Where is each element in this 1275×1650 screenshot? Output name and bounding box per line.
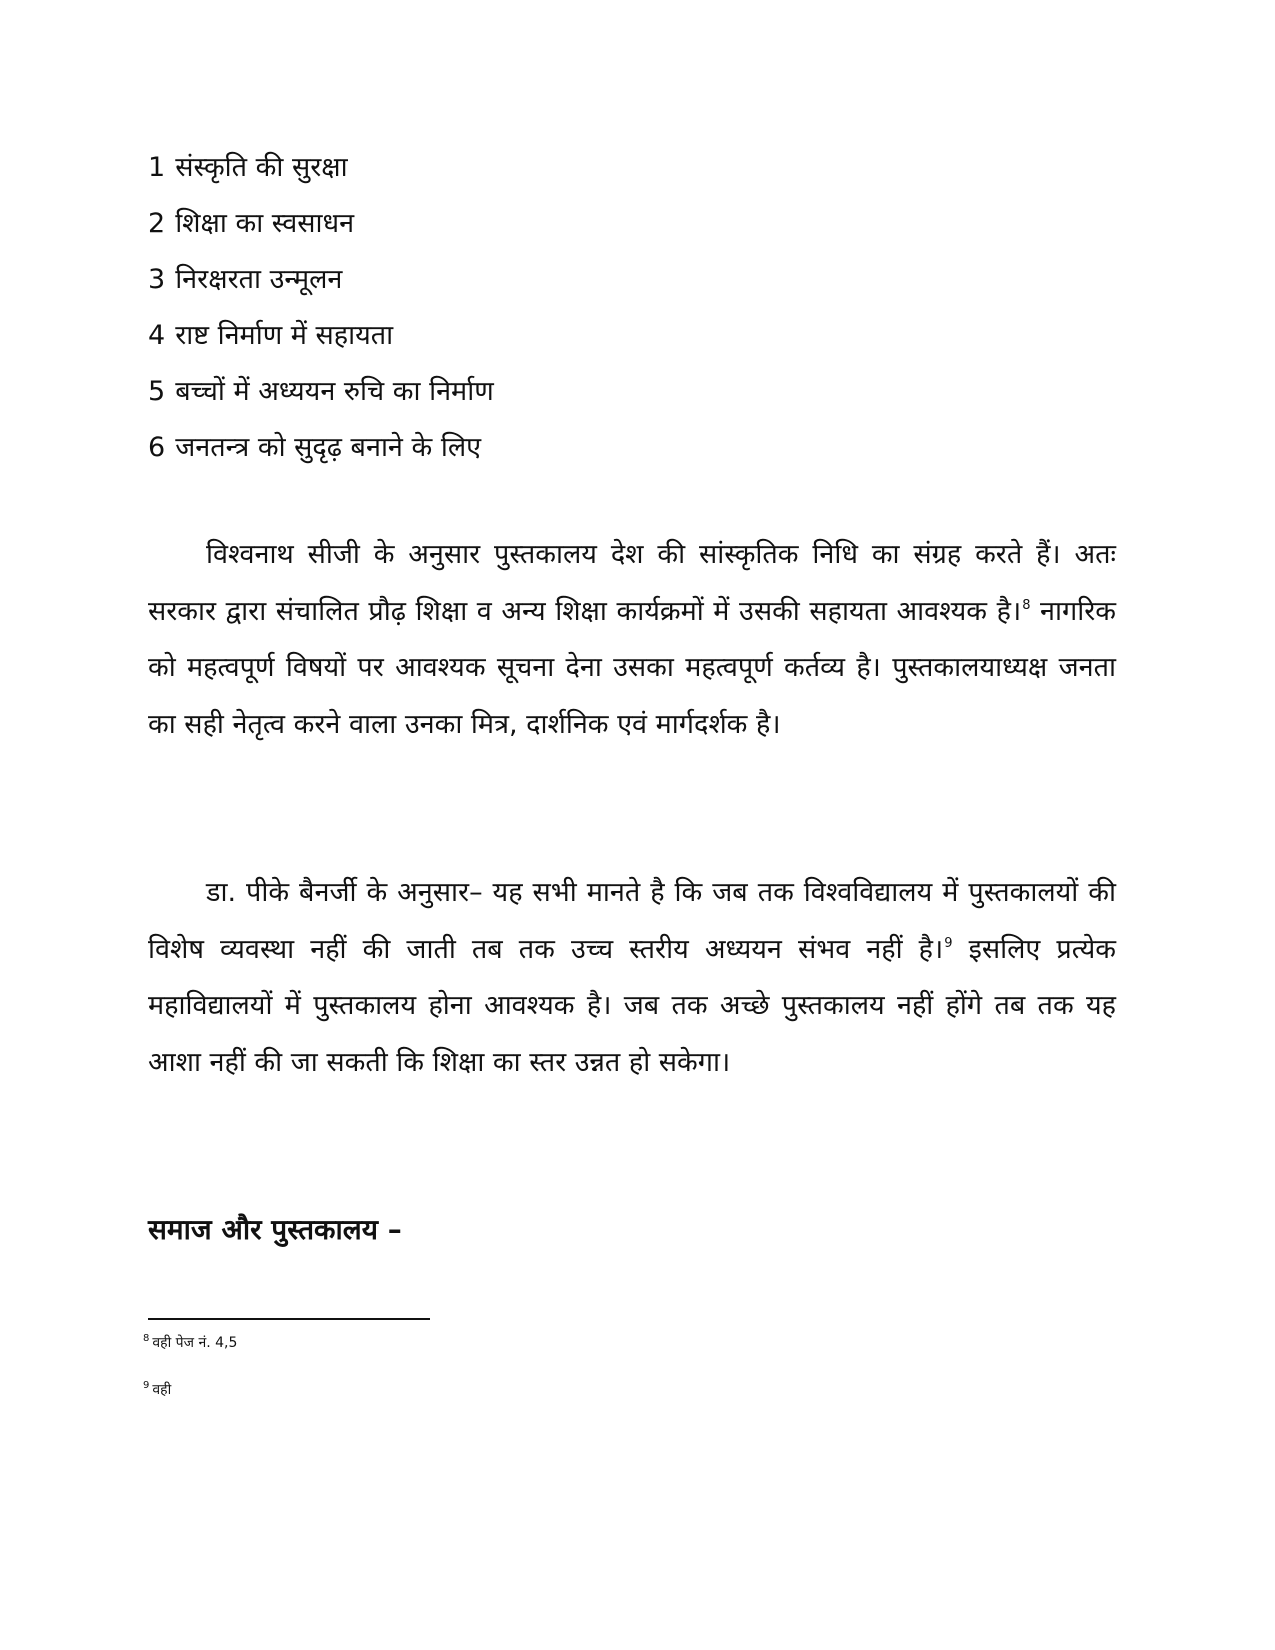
footnote: [143, 1333, 237, 1353]
paragraph-vishwanath: [148, 527, 1116, 753]
list-item: [148, 364, 1128, 420]
list-item: [148, 420, 1128, 476]
numbered-list: [148, 140, 1128, 476]
paragraph-text: विश्वनाथ सीजी के अनुसार पुस्तकालय देश की सांस्कृतिक निधि का संग्रह करते हैं। अतः सरकार द्वारा संचालित प्रौढ़ शिक्षा व अन्य शिक्षा कार्यक्रमों में उसकी सहायता आवश्यक है।: [148, 539, 1116, 627]
paragraph-banerjee: [148, 865, 1116, 1091]
list-item-number: 3: [148, 264, 166, 295]
list-item-text: जनतन्त्र को सुदृढ़ बनाने के लिए: [175, 432, 482, 463]
footnote-reference: 8: [1022, 597, 1031, 613]
list-item-number: 4: [148, 320, 166, 351]
section-heading: समाज और पुस्तकालय –: [148, 1213, 402, 1246]
list-item-number: 1: [148, 152, 166, 183]
list-item: [148, 252, 1128, 308]
list-item: [148, 140, 1128, 196]
list-item-number: 6: [148, 432, 166, 463]
list-item: [148, 308, 1128, 364]
list-item-text: निरक्षरता उन्मूलन: [175, 264, 343, 295]
list-item-number: 5: [148, 376, 166, 407]
paragraph-text: इसलिए प्रत्येक महाविद्यालयों में पुस्तकालय होना आवश्यक है। जब तक अच्छे पुस्तकालय नहीं होंगे तब तक यह आशा नहीं की जा सकती कि शिक्षा का स्तर उन्नत हो सकेगा।: [148, 933, 1116, 1078]
footnote-text: वही: [152, 1382, 172, 1398]
list-item-text: शिक्षा का स्वसाधन: [175, 208, 355, 239]
list-item-number: 2: [148, 208, 166, 239]
footnote-number: 8: [143, 1333, 150, 1344]
footnote-text: वही पेज नं. 4,5: [152, 1335, 238, 1351]
footnote-reference: 9: [944, 935, 953, 951]
list-item-text: बच्चों में अध्ययन रुचि का निर्माण: [175, 376, 494, 407]
list-item: [148, 196, 1128, 252]
list-item-text: राष्ट निर्माण में सहायता: [175, 320, 394, 351]
paragraph-text: डा. पीके बैनर्जी के अनुसार– यह सभी मानते है कि जब तक विश्वविद्यालय में पुस्तकालयों की विशेष व्यवस्था नहीं की जाती तब तक उच्च स्तरीय अध्ययन संभव नहीं है।: [148, 877, 1116, 965]
footnote-divider: [148, 1318, 430, 1320]
footnote-number: 9: [143, 1380, 150, 1391]
footnote: [143, 1380, 171, 1400]
list-item-text: संस्कृति की सुरक्षा: [175, 152, 348, 183]
paragraph-text: नागरिक को महत्वपूर्ण विषयों पर आवश्यक सूचना देना उसका महत्वपूर्ण कर्तव्य है। पुस्तकालयाध्यक्ष जनता का सही नेतृत्व करने वाला उनका मित्र, दार्शनिक एवं मार्गदर्शक है।: [148, 595, 1116, 740]
